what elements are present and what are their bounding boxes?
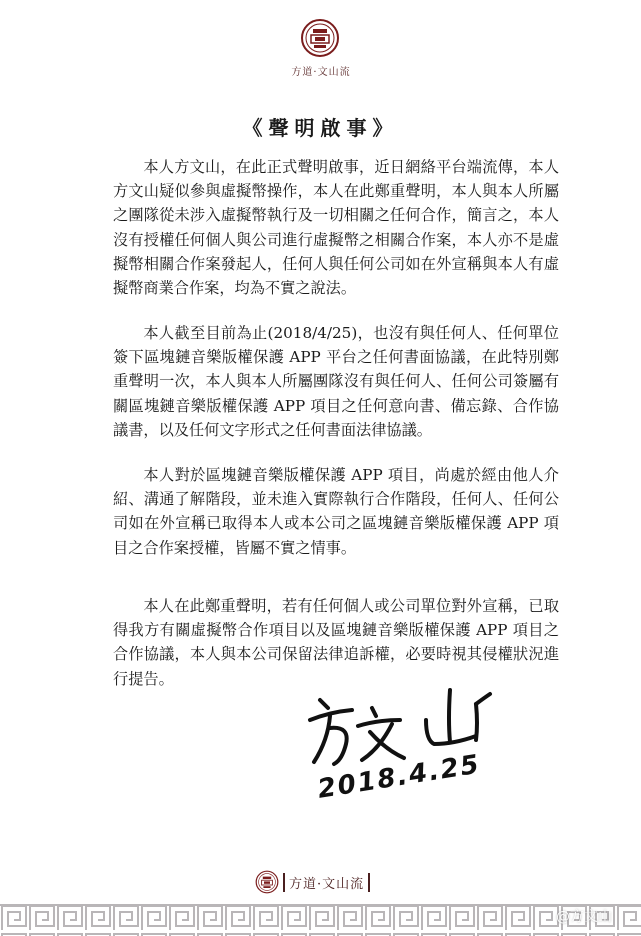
seal-logo-icon	[255, 870, 279, 894]
footer-brand: 方道·文山流	[283, 873, 370, 892]
document-title: 《聲明啟事》	[242, 116, 399, 140]
seal-logo-icon	[300, 18, 340, 58]
paragraph-2: 本人截至目前為止(2018/4/25)，也沒有與任何人、任何單位簽下區塊鏈音樂版權保護 APP 平台之任何書面協議，在此特別鄭重聲明一次，本人與本人所屬團隊沒有與任何人、任何公司簽屬有關區塊鏈音樂版權保護 APP 項目之任何意向書、備忘錄、合作協議書，以及任何文字形式之任何書面法律協議。	[113, 324, 559, 439]
paragraph-1: 本人方文山，在此正式聲明啟事，近日網絡平台端流傳，本人方文山疑似參與虛擬幣操作，本人在此鄭重聲明，本人與本人所屬之團隊從未涉入虛擬幣執行及一切相關之任何合作，簡言之，本人沒有授權任何個人與公司進行虛擬幣之相關合作案，本人亦不是虛擬幣相關合作案發起人，任何人與任何公司如在外宣稱與本人有虛擬幣商業合作案，均為不實之說法。	[113, 158, 559, 298]
decorative-border	[0, 904, 641, 936]
signature-date: 2018.4.25	[315, 749, 483, 805]
paragraph-3: 本人對於區塊鏈音樂版權保護 APP 項目，尚處於經由他人介紹、溝通了解階段，並未進入實際執行合作階段，任何人、任何公司如在外宣稱已取得本人或本公司之區塊鏈音樂版權保護 APP 項目之合作案授權，皆屬不實之情事。	[113, 466, 559, 557]
paragraph-4: 本人在此鄭重聲明，若有任何個人或公司單位對外宣稱，已取得我方有關虛擬幣合作項目以及區塊鏈音樂版權保護 APP 項目之合作協議，本人與本公司保留法律追訴權，必要時視其侵權狀況進行提告。	[113, 597, 559, 688]
header-brand: 方道·文山流	[291, 67, 351, 78]
weibo-watermark: @方文山	[556, 909, 612, 925]
footer-brand-block	[255, 869, 370, 895]
